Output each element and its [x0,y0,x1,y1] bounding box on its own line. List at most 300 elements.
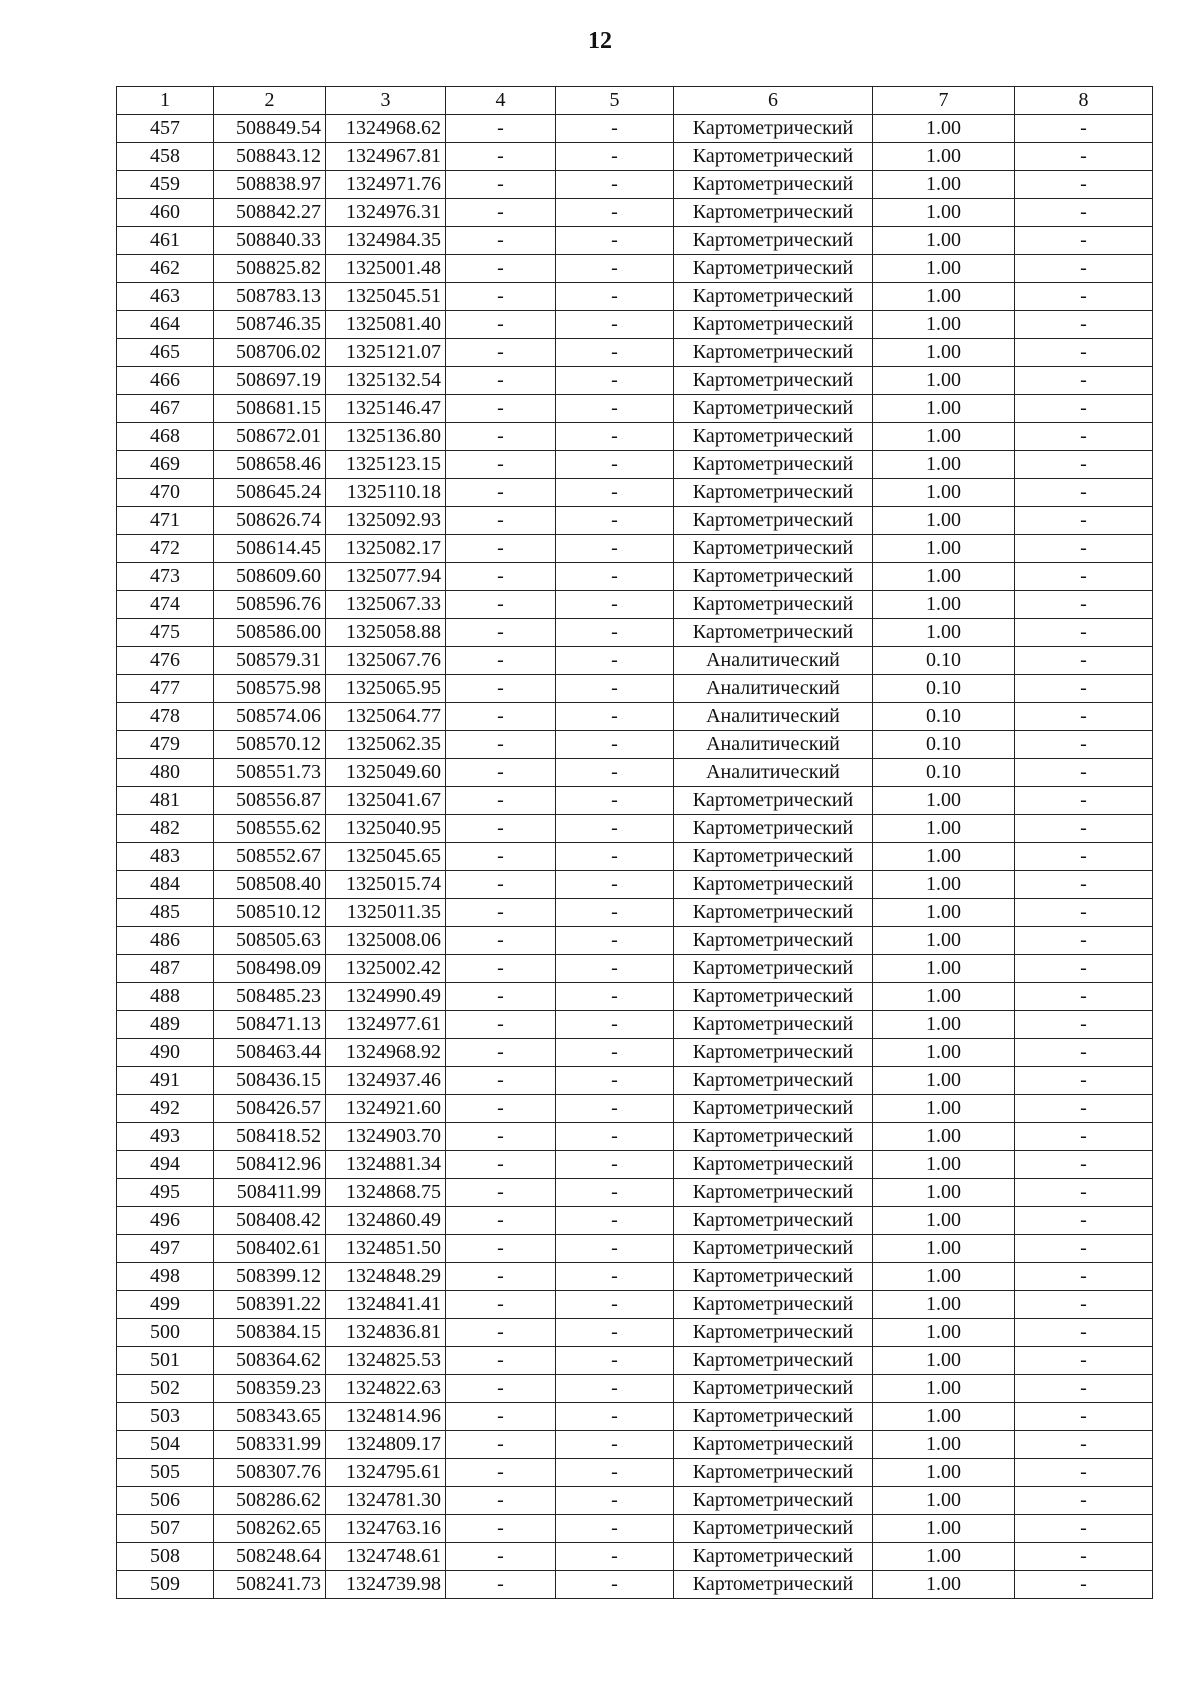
column-5-cell: - [556,255,674,283]
method-cell: Картометрический [674,1291,873,1319]
point-number-cell: 472 [117,535,214,563]
table-row [117,619,1153,647]
column-8-cell: - [1015,591,1153,619]
point-number-cell: 476 [117,647,214,675]
column-5-cell: - [556,171,674,199]
column-5-cell: - [556,647,674,675]
column-4-cell: - [446,1207,556,1235]
accuracy-cell: 1.00 [873,1039,1015,1067]
column-8-cell: - [1015,1571,1153,1599]
column-8-cell: - [1015,1039,1153,1067]
point-number-cell: 486 [117,927,214,955]
point-number-cell: 492 [117,1095,214,1123]
method-cell: Картометрический [674,171,873,199]
column-8-cell: - [1015,871,1153,899]
accuracy-cell: 1.00 [873,1571,1015,1599]
accuracy-cell: 1.00 [873,507,1015,535]
y-coordinate-cell: 1325110.18 [326,479,446,507]
point-number-cell: 482 [117,815,214,843]
method-cell: Картометрический [674,227,873,255]
accuracy-cell: 1.00 [873,983,1015,1011]
table-row [117,1403,1153,1431]
accuracy-cell: 1.00 [873,283,1015,311]
y-coordinate-cell: 1324836.81 [326,1319,446,1347]
column-4-cell: - [446,395,556,423]
y-coordinate-cell: 1325015.74 [326,871,446,899]
column-5-cell: - [556,143,674,171]
column-4-cell: - [446,1067,556,1095]
table-row [117,759,1153,787]
method-cell: Картометрический [674,451,873,479]
method-cell: Картометрический [674,1459,873,1487]
x-coordinate-cell: 508783.13 [214,283,326,311]
method-cell: Картометрический [674,1151,873,1179]
column-4-cell: - [446,1179,556,1207]
column-8-cell: - [1015,843,1153,871]
accuracy-cell: 1.00 [873,1207,1015,1235]
column-8-cell: - [1015,423,1153,451]
y-coordinate-cell: 1325045.51 [326,283,446,311]
accuracy-cell: 1.00 [873,535,1015,563]
column-5-cell: - [556,479,674,507]
y-coordinate-cell: 1324748.61 [326,1543,446,1571]
column-4-cell: - [446,759,556,787]
column-5-cell: - [556,227,674,255]
column-8-cell: - [1015,563,1153,591]
column-4-cell: - [446,1571,556,1599]
table-body [117,115,1153,1599]
column-8-cell: - [1015,1375,1153,1403]
x-coordinate-cell: 508307.76 [214,1459,326,1487]
accuracy-cell: 0.10 [873,675,1015,703]
column-8-cell: - [1015,1347,1153,1375]
column-5-cell: - [556,619,674,647]
column-4-cell: - [446,871,556,899]
column-4-cell: - [446,927,556,955]
column-5-cell: - [556,451,674,479]
column-4-cell: - [446,115,556,143]
point-number-cell: 469 [117,451,214,479]
y-coordinate-cell: 1325136.80 [326,423,446,451]
column-4-cell: - [446,647,556,675]
method-cell: Аналитический [674,647,873,675]
column-header-1: 1 [117,87,214,115]
column-8-cell: - [1015,115,1153,143]
point-number-cell: 478 [117,703,214,731]
point-number-cell: 464 [117,311,214,339]
x-coordinate-cell: 508825.82 [214,255,326,283]
x-coordinate-cell: 508551.73 [214,759,326,787]
x-coordinate-cell: 508575.98 [214,675,326,703]
x-coordinate-cell: 508555.62 [214,815,326,843]
table-row [117,1179,1153,1207]
column-5-cell: - [556,1487,674,1515]
column-4-cell: - [446,1319,556,1347]
x-coordinate-cell: 508746.35 [214,311,326,339]
y-coordinate-cell: 1325062.35 [326,731,446,759]
x-coordinate-cell: 508463.44 [214,1039,326,1067]
method-cell: Картометрический [674,787,873,815]
method-cell: Аналитический [674,731,873,759]
table-row [117,983,1153,1011]
table-row [117,423,1153,451]
column-5-cell: - [556,1207,674,1235]
y-coordinate-cell: 1324976.31 [326,199,446,227]
column-8-cell: - [1015,143,1153,171]
x-coordinate-cell: 508645.24 [214,479,326,507]
column-8-cell: - [1015,731,1153,759]
column-5-cell: - [556,507,674,535]
column-5-cell: - [556,1123,674,1151]
column-4-cell: - [446,563,556,591]
column-5-cell: - [556,1431,674,1459]
point-number-cell: 495 [117,1179,214,1207]
column-5-cell: - [556,1067,674,1095]
table-row [117,1431,1153,1459]
y-coordinate-cell: 1324977.61 [326,1011,446,1039]
column-8-cell: - [1015,1515,1153,1543]
x-coordinate-cell: 508510.12 [214,899,326,927]
table-row [117,283,1153,311]
x-coordinate-cell: 508384.15 [214,1319,326,1347]
point-number-cell: 493 [117,1123,214,1151]
accuracy-cell: 0.10 [873,759,1015,787]
accuracy-cell: 1.00 [873,255,1015,283]
column-5-cell: - [556,1571,674,1599]
x-coordinate-cell: 508411.99 [214,1179,326,1207]
column-header-5: 5 [556,87,674,115]
table-row [117,647,1153,675]
column-header-2: 2 [214,87,326,115]
x-coordinate-cell: 508697.19 [214,367,326,395]
y-coordinate-cell: 1324822.63 [326,1375,446,1403]
x-coordinate-cell: 508359.23 [214,1375,326,1403]
method-cell: Картометрический [674,1123,873,1151]
column-8-cell: - [1015,927,1153,955]
table-row [117,871,1153,899]
y-coordinate-cell: 1324967.81 [326,143,446,171]
column-5-cell: - [556,283,674,311]
table-row [117,899,1153,927]
point-number-cell: 499 [117,1291,214,1319]
y-coordinate-cell: 1324825.53 [326,1347,446,1375]
method-cell: Картометрический [674,591,873,619]
table-header-row [117,87,1153,115]
column-4-cell: - [446,1347,556,1375]
column-4-cell: - [446,1095,556,1123]
method-cell: Картометрический [674,1179,873,1207]
table-row [117,1123,1153,1151]
x-coordinate-cell: 508614.45 [214,535,326,563]
x-coordinate-cell: 508471.13 [214,1011,326,1039]
method-cell: Картометрический [674,1347,873,1375]
table-row [117,143,1153,171]
y-coordinate-cell: 1325067.33 [326,591,446,619]
table-row [117,1039,1153,1067]
column-4-cell: - [446,843,556,871]
table-row [117,1515,1153,1543]
column-4-cell: - [446,787,556,815]
method-cell: Картометрический [674,115,873,143]
accuracy-cell: 1.00 [873,423,1015,451]
accuracy-cell: 0.10 [873,647,1015,675]
column-8-cell: - [1015,283,1153,311]
accuracy-cell: 1.00 [873,899,1015,927]
method-cell: Картометрический [674,1263,873,1291]
y-coordinate-cell: 1324860.49 [326,1207,446,1235]
column-8-cell: - [1015,199,1153,227]
column-4-cell: - [446,731,556,759]
column-5-cell: - [556,1319,674,1347]
point-number-cell: 507 [117,1515,214,1543]
method-cell: Картометрический [674,507,873,535]
point-number-cell: 485 [117,899,214,927]
column-4-cell: - [446,983,556,1011]
accuracy-cell: 1.00 [873,339,1015,367]
point-number-cell: 481 [117,787,214,815]
point-number-cell: 458 [117,143,214,171]
point-number-cell: 488 [117,983,214,1011]
table-row [117,395,1153,423]
accuracy-cell: 1.00 [873,1291,1015,1319]
column-5-cell: - [556,1179,674,1207]
method-cell: Картометрический [674,423,873,451]
column-5-cell: - [556,1543,674,1571]
point-number-cell: 475 [117,619,214,647]
accuracy-cell: 1.00 [873,171,1015,199]
x-coordinate-cell: 508364.62 [214,1347,326,1375]
point-number-cell: 479 [117,731,214,759]
accuracy-cell: 1.00 [873,1543,1015,1571]
method-cell: Картометрический [674,1235,873,1263]
method-cell: Картометрический [674,1403,873,1431]
x-coordinate-cell: 508485.23 [214,983,326,1011]
y-coordinate-cell: 1324968.92 [326,1039,446,1067]
x-coordinate-cell: 508508.40 [214,871,326,899]
table-row [117,507,1153,535]
column-4-cell: - [446,311,556,339]
method-cell: Картометрический [674,871,873,899]
column-5-cell: - [556,1263,674,1291]
y-coordinate-cell: 1324781.30 [326,1487,446,1515]
column-4-cell: - [446,1459,556,1487]
point-number-cell: 470 [117,479,214,507]
x-coordinate-cell: 508498.09 [214,955,326,983]
column-8-cell: - [1015,1011,1153,1039]
accuracy-cell: 1.00 [873,1067,1015,1095]
column-5-cell: - [556,311,674,339]
method-cell: Картометрический [674,1207,873,1235]
column-8-cell: - [1015,395,1153,423]
point-number-cell: 509 [117,1571,214,1599]
method-cell: Картометрический [674,815,873,843]
table-row [117,367,1153,395]
method-cell: Картометрический [674,199,873,227]
column-4-cell: - [446,367,556,395]
y-coordinate-cell: 1325121.07 [326,339,446,367]
accuracy-cell: 1.00 [873,1095,1015,1123]
x-coordinate-cell: 508552.67 [214,843,326,871]
accuracy-cell: 1.00 [873,227,1015,255]
y-coordinate-cell: 1324971.76 [326,171,446,199]
column-8-cell: - [1015,1095,1153,1123]
accuracy-cell: 1.00 [873,1263,1015,1291]
x-coordinate-cell: 508408.42 [214,1207,326,1235]
x-coordinate-cell: 508556.87 [214,787,326,815]
column-4-cell: - [446,283,556,311]
column-8-cell: - [1015,983,1153,1011]
y-coordinate-cell: 1324851.50 [326,1235,446,1263]
x-coordinate-cell: 508248.64 [214,1543,326,1571]
column-4-cell: - [446,675,556,703]
column-8-cell: - [1015,815,1153,843]
accuracy-cell: 1.00 [873,843,1015,871]
column-5-cell: - [556,1095,674,1123]
column-4-cell: - [446,1375,556,1403]
point-number-cell: 505 [117,1459,214,1487]
accuracy-cell: 1.00 [873,1123,1015,1151]
column-5-cell: - [556,815,674,843]
accuracy-cell: 1.00 [873,619,1015,647]
y-coordinate-cell: 1325045.65 [326,843,446,871]
accuracy-cell: 1.00 [873,1431,1015,1459]
table-row [117,1347,1153,1375]
column-5-cell: - [556,1235,674,1263]
column-5-cell: - [556,367,674,395]
x-coordinate-cell: 508574.06 [214,703,326,731]
column-8-cell: - [1015,1207,1153,1235]
column-8-cell: - [1015,171,1153,199]
table-row [117,1011,1153,1039]
column-5-cell: - [556,1515,674,1543]
y-coordinate-cell: 1324841.41 [326,1291,446,1319]
column-header-7: 7 [873,87,1015,115]
accuracy-cell: 1.00 [873,199,1015,227]
y-coordinate-cell: 1324795.61 [326,1459,446,1487]
point-number-cell: 473 [117,563,214,591]
method-cell: Картометрический [674,311,873,339]
column-4-cell: - [446,1039,556,1067]
column-5-cell: - [556,339,674,367]
y-coordinate-cell: 1325077.94 [326,563,446,591]
column-4-cell: - [446,1515,556,1543]
column-4-cell: - [446,1487,556,1515]
column-5-cell: - [556,871,674,899]
point-number-cell: 463 [117,283,214,311]
y-coordinate-cell: 1325040.95 [326,815,446,843]
y-coordinate-cell: 1324881.34 [326,1151,446,1179]
accuracy-cell: 1.00 [873,1375,1015,1403]
table-row [117,1095,1153,1123]
y-coordinate-cell: 1324763.16 [326,1515,446,1543]
method-cell: Картометрический [674,983,873,1011]
column-4-cell: - [446,591,556,619]
x-coordinate-cell: 508596.76 [214,591,326,619]
accuracy-cell: 1.00 [873,451,1015,479]
column-4-cell: - [446,255,556,283]
y-coordinate-cell: 1325082.17 [326,535,446,563]
column-4-cell: - [446,143,556,171]
column-4-cell: - [446,479,556,507]
y-coordinate-cell: 1324868.75 [326,1179,446,1207]
accuracy-cell: 1.00 [873,311,1015,339]
table-row [117,451,1153,479]
column-8-cell: - [1015,955,1153,983]
method-cell: Картометрический [674,843,873,871]
point-number-cell: 484 [117,871,214,899]
point-number-cell: 491 [117,1067,214,1095]
x-coordinate-cell: 508262.65 [214,1515,326,1543]
y-coordinate-cell: 1325011.35 [326,899,446,927]
accuracy-cell: 1.00 [873,563,1015,591]
y-coordinate-cell: 1324848.29 [326,1263,446,1291]
accuracy-cell: 1.00 [873,1403,1015,1431]
column-5-cell: - [556,423,674,451]
column-8-cell: - [1015,899,1153,927]
column-header-4: 4 [446,87,556,115]
point-number-cell: 474 [117,591,214,619]
method-cell: Картометрический [674,1431,873,1459]
x-coordinate-cell: 508343.65 [214,1403,326,1431]
table-row [117,815,1153,843]
point-number-cell: 504 [117,1431,214,1459]
method-cell: Аналитический [674,675,873,703]
method-cell: Картометрический [674,1515,873,1543]
y-coordinate-cell: 1325001.48 [326,255,446,283]
x-coordinate-cell: 508842.27 [214,199,326,227]
method-cell: Картометрический [674,619,873,647]
y-coordinate-cell: 1325132.54 [326,367,446,395]
table-row [117,703,1153,731]
accuracy-cell: 1.00 [873,1235,1015,1263]
point-number-cell: 466 [117,367,214,395]
column-8-cell: - [1015,339,1153,367]
column-5-cell: - [556,591,674,619]
x-coordinate-cell: 508706.02 [214,339,326,367]
y-coordinate-cell: 1324809.17 [326,1431,446,1459]
accuracy-cell: 1.00 [873,1319,1015,1347]
point-number-cell: 465 [117,339,214,367]
method-cell: Картометрический [674,1375,873,1403]
point-number-cell: 503 [117,1403,214,1431]
column-5-cell: - [556,199,674,227]
accuracy-cell: 1.00 [873,1459,1015,1487]
y-coordinate-cell: 1324937.46 [326,1067,446,1095]
point-number-cell: 459 [117,171,214,199]
point-number-cell: 489 [117,1011,214,1039]
x-coordinate-cell: 508412.96 [214,1151,326,1179]
column-5-cell: - [556,983,674,1011]
column-8-cell: - [1015,479,1153,507]
column-8-cell: - [1015,619,1153,647]
y-coordinate-cell: 1325065.95 [326,675,446,703]
column-8-cell: - [1015,1487,1153,1515]
y-coordinate-cell: 1325058.88 [326,619,446,647]
column-8-cell: - [1015,255,1153,283]
point-number-cell: 483 [117,843,214,871]
y-coordinate-cell: 1325146.47 [326,395,446,423]
column-4-cell: - [446,1263,556,1291]
method-cell: Картометрический [674,367,873,395]
x-coordinate-cell: 508505.63 [214,927,326,955]
column-5-cell: - [556,115,674,143]
column-8-cell: - [1015,451,1153,479]
y-coordinate-cell: 1325041.67 [326,787,446,815]
column-4-cell: - [446,1235,556,1263]
method-cell: Картометрический [674,339,873,367]
coordinates-table [116,86,1153,1599]
accuracy-cell: 1.00 [873,395,1015,423]
